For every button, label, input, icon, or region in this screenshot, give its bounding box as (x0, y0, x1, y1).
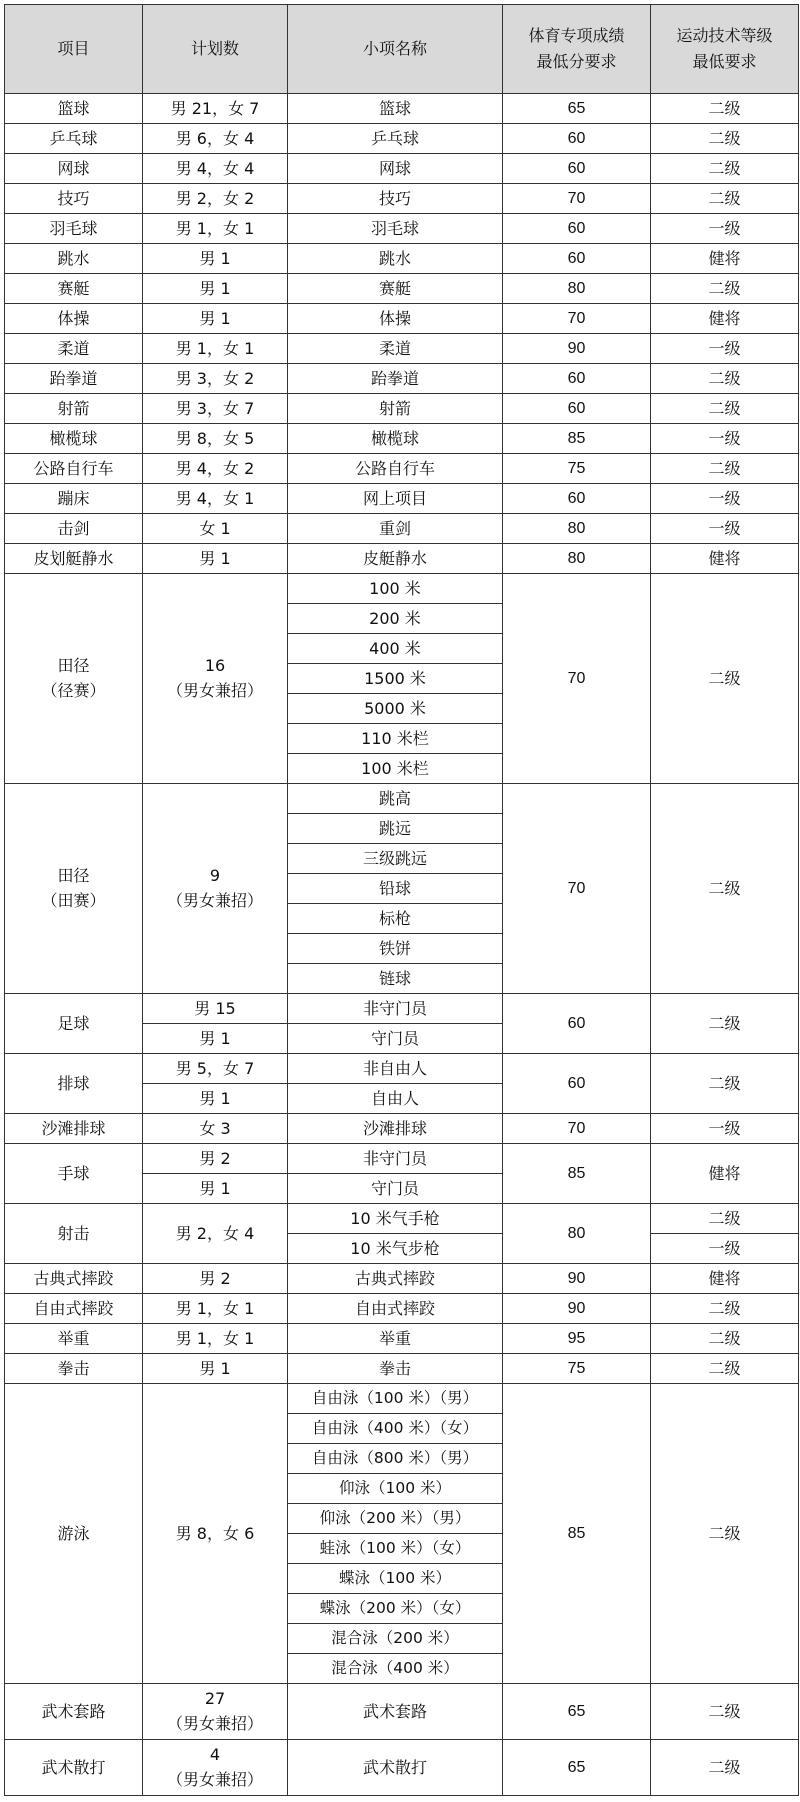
cell-level: 健将 (651, 304, 799, 334)
cell-level: 健将 (651, 544, 799, 574)
cell-sub: 守门员 (288, 1024, 503, 1054)
cell-plan: 男 3，女 7 (143, 394, 288, 424)
cell-score: 60 (503, 124, 651, 154)
cell-level: 一级 (651, 334, 799, 364)
cell-sub: 混合泳（200 米） (288, 1624, 503, 1654)
cell-score: 65 (503, 1740, 651, 1796)
cell-project: 网球 (5, 154, 143, 184)
cell-sub: 自由式摔跤 (288, 1294, 503, 1324)
cell-sub: 羽毛球 (288, 214, 503, 244)
cell-project: 排球 (5, 1054, 143, 1114)
cell-plan: 男 6，女 4 (143, 124, 288, 154)
table-row (5, 1294, 799, 1324)
cell-sub: 蛙泳（100 米）（女） (288, 1534, 503, 1564)
cell-score: 75 (503, 454, 651, 484)
cell-level: 健将 (651, 244, 799, 274)
cell-sub: 举重 (288, 1324, 503, 1354)
cell-sub: 100 米 (288, 574, 503, 604)
cell-level: 二级 (651, 1740, 799, 1796)
table-row-beach (5, 1114, 799, 1144)
cell-sub: 链球 (288, 964, 503, 994)
cell-sub: 混合泳（400 米） (288, 1654, 503, 1684)
cell-sub: 体操 (288, 304, 503, 334)
sports-admission-table (4, 4, 799, 1796)
cell-level: 二级 (651, 124, 799, 154)
cell-sub: 400 米 (288, 634, 503, 664)
cell-level: 一级 (651, 424, 799, 454)
table-row-volleyball (5, 1054, 799, 1084)
table-row-field (5, 784, 799, 814)
cell-sub: 自由泳（800 米）（男） (288, 1444, 503, 1474)
cell-project: 蹦床 (5, 484, 143, 514)
cell-sub: 自由人 (288, 1084, 503, 1114)
cell-sub: 拳击 (288, 1354, 503, 1384)
cell-project: 射击 (5, 1204, 143, 1264)
cell-level: 二级 (651, 274, 799, 304)
cell-score: 90 (503, 334, 651, 364)
cell-sub: 射箭 (288, 394, 503, 424)
cell-sub: 篮球 (288, 94, 503, 124)
cell-level: 一级 (651, 1114, 799, 1144)
cell-plan: 女 1 (143, 514, 288, 544)
table-row (5, 454, 799, 484)
cell-sub: 仰泳（200 米）（男） (288, 1504, 503, 1534)
table-row (5, 154, 799, 184)
cell-score: 80 (503, 1204, 651, 1264)
cell-plan: 男 1，女 1 (143, 214, 288, 244)
table-row-shooting (5, 1204, 799, 1234)
cell-level: 二级 (651, 1054, 799, 1114)
cell-score: 85 (503, 1144, 651, 1204)
cell-sub: 网上项目 (288, 484, 503, 514)
table-row (5, 244, 799, 274)
cell-sub: 重剑 (288, 514, 503, 544)
cell-project: 自由式摔跤 (5, 1294, 143, 1324)
cell-level: 一级 (651, 1234, 799, 1264)
cell-sub: 非守门员 (288, 1144, 503, 1174)
table-row-handball (5, 1144, 799, 1174)
cell-sub: 公路自行车 (288, 454, 503, 484)
cell-level: 健将 (651, 1144, 799, 1204)
cell-sub: 跳远 (288, 814, 503, 844)
cell-level: 二级 (651, 1324, 799, 1354)
table-row (5, 304, 799, 334)
cell-sub: 跆拳道 (288, 364, 503, 394)
cell-sub: 自由泳（100 米）（男） (288, 1384, 503, 1414)
cell-level: 二级 (651, 1204, 799, 1234)
cell-sub: 自由泳（400 米）（女） (288, 1414, 503, 1444)
cell-plan: 男 2 (143, 1264, 288, 1294)
cell-plan: 9 （男女兼招） (143, 784, 288, 994)
cell-plan: 男 2 (143, 1144, 288, 1174)
cell-plan: 男 1 (143, 1354, 288, 1384)
cell-sub: 赛艇 (288, 274, 503, 304)
cell-level: 二级 (651, 154, 799, 184)
cell-project: 赛艇 (5, 274, 143, 304)
cell-project: 篮球 (5, 94, 143, 124)
cell-sub: 蝶泳（200 米）（女） (288, 1594, 503, 1624)
cell-plan: 男 1 (143, 544, 288, 574)
cell-plan: 16 （男女兼招） (143, 574, 288, 784)
table-row (5, 1354, 799, 1384)
table-row (5, 544, 799, 574)
cell-project: 田径 （田赛） (5, 784, 143, 994)
cell-sub: 1500 米 (288, 664, 503, 694)
cell-plan: 男 2，女 2 (143, 184, 288, 214)
cell-level: 二级 (651, 784, 799, 994)
cell-level: 二级 (651, 184, 799, 214)
cell-sub: 5000 米 (288, 694, 503, 724)
cell-sub: 守门员 (288, 1174, 503, 1204)
cell-sub: 古典式摔跤 (288, 1264, 503, 1294)
cell-plan: 男 3，女 2 (143, 364, 288, 394)
cell-score: 60 (503, 364, 651, 394)
cell-score: 80 (503, 544, 651, 574)
cell-plan: 27 （男女兼招） (143, 1684, 288, 1740)
table-row (5, 184, 799, 214)
table-row (5, 484, 799, 514)
cell-project: 跆拳道 (5, 364, 143, 394)
cell-level: 二级 (651, 994, 799, 1054)
cell-sub: 网球 (288, 154, 503, 184)
cell-score: 60 (503, 1054, 651, 1114)
table-row-wushu-sanda (5, 1740, 799, 1796)
cell-project: 体操 (5, 304, 143, 334)
cell-level: 二级 (651, 574, 799, 784)
admissions-table-container (4, 4, 799, 1796)
cell-sub: 100 米栏 (288, 754, 503, 784)
cell-score: 80 (503, 274, 651, 304)
table-row (5, 214, 799, 244)
header-level: 运动技术等级 最低要求 (651, 5, 799, 94)
cell-score: 85 (503, 1384, 651, 1684)
cell-score: 65 (503, 1684, 651, 1740)
cell-sub: 橄榄球 (288, 424, 503, 454)
table-row (5, 364, 799, 394)
cell-project: 武术散打 (5, 1740, 143, 1796)
cell-project: 技巧 (5, 184, 143, 214)
table-row (5, 1264, 799, 1294)
cell-score: 70 (503, 574, 651, 784)
cell-sub: 铅球 (288, 874, 503, 904)
cell-sub: 标枪 (288, 904, 503, 934)
cell-level: 二级 (651, 1684, 799, 1740)
cell-project: 游泳 (5, 1384, 143, 1684)
cell-score: 95 (503, 1324, 651, 1354)
table-row-track (5, 574, 799, 604)
cell-score: 60 (503, 484, 651, 514)
cell-sub: 技巧 (288, 184, 503, 214)
cell-plan: 男 8，女 5 (143, 424, 288, 454)
cell-project: 射箭 (5, 394, 143, 424)
cell-plan: 男 21，女 7 (143, 94, 288, 124)
cell-level: 健将 (651, 1264, 799, 1294)
cell-sub: 10 米气手枪 (288, 1204, 503, 1234)
cell-score: 60 (503, 214, 651, 244)
cell-plan: 男 1 (143, 1024, 288, 1054)
cell-plan: 男 2，女 4 (143, 1204, 288, 1264)
table-row-wushu-routine (5, 1684, 799, 1740)
cell-plan: 男 1，女 1 (143, 334, 288, 364)
table-header-row (5, 5, 799, 94)
cell-project: 拳击 (5, 1354, 143, 1384)
cell-plan: 男 4，女 2 (143, 454, 288, 484)
cell-project: 跳水 (5, 244, 143, 274)
cell-plan: 男 1，女 1 (143, 1294, 288, 1324)
cell-plan: 男 1 (143, 274, 288, 304)
cell-level: 二级 (651, 1294, 799, 1324)
cell-score: 70 (503, 784, 651, 994)
cell-score: 65 (503, 94, 651, 124)
cell-plan: 男 8，女 6 (143, 1384, 288, 1684)
cell-project: 武术套路 (5, 1684, 143, 1740)
cell-project: 公路自行车 (5, 454, 143, 484)
cell-sub: 非守门员 (288, 994, 503, 1024)
cell-plan: 男 1 (143, 1174, 288, 1204)
cell-project: 田径 （径赛） (5, 574, 143, 784)
cell-level: 二级 (651, 394, 799, 424)
cell-plan: 男 5，女 7 (143, 1054, 288, 1084)
cell-project: 羽毛球 (5, 214, 143, 244)
cell-sub: 非自由人 (288, 1054, 503, 1084)
cell-level: 二级 (651, 94, 799, 124)
cell-sub: 蝶泳（100 米） (288, 1564, 503, 1594)
table-row (5, 334, 799, 364)
cell-plan: 男 4，女 1 (143, 484, 288, 514)
cell-project: 柔道 (5, 334, 143, 364)
table-row (5, 514, 799, 544)
cell-score: 60 (503, 994, 651, 1054)
cell-level: 二级 (651, 1354, 799, 1384)
cell-score: 70 (503, 184, 651, 214)
cell-project: 沙滩排球 (5, 1114, 143, 1144)
cell-plan: 男 1 (143, 304, 288, 334)
table-row (5, 1324, 799, 1354)
cell-plan: 4 （男女兼招） (143, 1740, 288, 1796)
cell-sub: 跳水 (288, 244, 503, 274)
cell-score: 90 (503, 1264, 651, 1294)
cell-plan: 男 1 (143, 244, 288, 274)
cell-level: 一级 (651, 514, 799, 544)
table-row (5, 124, 799, 154)
cell-sub: 武术散打 (288, 1740, 503, 1796)
cell-score: 70 (503, 1114, 651, 1144)
cell-project: 手球 (5, 1144, 143, 1204)
cell-plan: 男 1 (143, 1084, 288, 1114)
header-score: 体育专项成绩 最低分要求 (503, 5, 651, 94)
header-sub-name: 小项名称 (288, 5, 503, 94)
cell-sub: 跳高 (288, 784, 503, 814)
cell-project: 古典式摔跤 (5, 1264, 143, 1294)
cell-sub: 仰泳（100 米） (288, 1474, 503, 1504)
cell-project: 橄榄球 (5, 424, 143, 454)
cell-project: 击剑 (5, 514, 143, 544)
cell-plan: 男 15 (143, 994, 288, 1024)
table-row-football (5, 994, 799, 1024)
cell-level: 二级 (651, 454, 799, 484)
cell-score: 60 (503, 154, 651, 184)
cell-score: 80 (503, 514, 651, 544)
header-plan: 计划数 (143, 5, 288, 94)
table-row (5, 424, 799, 454)
cell-sub: 三级跳远 (288, 844, 503, 874)
cell-score: 90 (503, 1294, 651, 1324)
cell-score: 60 (503, 244, 651, 274)
table-row (5, 94, 799, 124)
cell-sub: 110 米栏 (288, 724, 503, 754)
cell-level: 一级 (651, 484, 799, 514)
cell-project: 足球 (5, 994, 143, 1054)
cell-sub: 200 米 (288, 604, 503, 634)
cell-level: 一级 (651, 214, 799, 244)
cell-sub: 铁饼 (288, 934, 503, 964)
cell-sub: 柔道 (288, 334, 503, 364)
cell-score: 85 (503, 424, 651, 454)
cell-project: 举重 (5, 1324, 143, 1354)
cell-score: 75 (503, 1354, 651, 1384)
cell-sub: 乒乓球 (288, 124, 503, 154)
cell-project: 乒乓球 (5, 124, 143, 154)
cell-project: 皮划艇静水 (5, 544, 143, 574)
table-row (5, 394, 799, 424)
cell-sub: 10 米气步枪 (288, 1234, 503, 1264)
cell-sub: 武术套路 (288, 1684, 503, 1740)
cell-sub: 沙滩排球 (288, 1114, 503, 1144)
cell-score: 70 (503, 304, 651, 334)
cell-level: 二级 (651, 1384, 799, 1684)
cell-level: 二级 (651, 364, 799, 394)
table-row (5, 274, 799, 304)
cell-plan: 男 1，女 1 (143, 1324, 288, 1354)
cell-score: 60 (503, 394, 651, 424)
cell-sub: 皮艇静水 (288, 544, 503, 574)
cell-plan: 女 3 (143, 1114, 288, 1144)
cell-plan: 男 4，女 4 (143, 154, 288, 184)
header-project: 项目 (5, 5, 143, 94)
table-row-swimming (5, 1384, 799, 1414)
